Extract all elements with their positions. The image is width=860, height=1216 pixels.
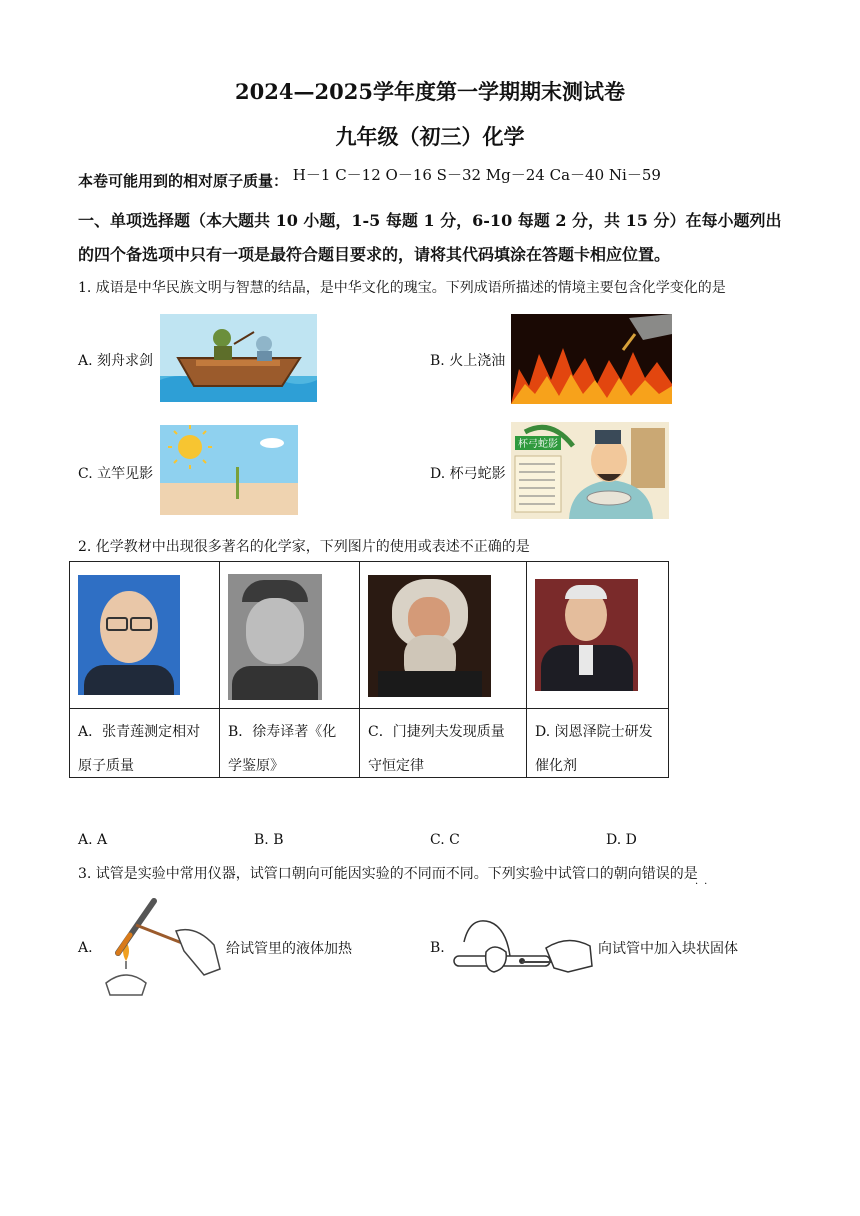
exam-title: 2024—2025学年度第一学期期末测试卷: [235, 79, 625, 104]
q2-choice-d: D. D: [606, 832, 637, 848]
caption-a-line2: 原子质量: [78, 758, 134, 774]
portrait-cell-d: [527, 562, 669, 709]
caption-b-line1: B．徐寿译著《化: [228, 724, 337, 740]
section-heading-line2: 的四个备选项中只有一项是最符合题目要求的，请将其代码填涂在答题卡相应位置。: [78, 245, 671, 264]
portrait-cell-b: [220, 562, 360, 709]
caption-cell-b: [220, 709, 360, 778]
chemist-table: [69, 561, 669, 778]
q3-option-b-desc: 向试管中加入块状固体: [598, 941, 738, 957]
question-1-stem: 1. 成语是中华民族文明与智慧的结晶，是中华文化的瑰宝。下列成语所描述的情境主要包含化学变化的是: [78, 280, 726, 296]
boat-scene-image: [160, 314, 317, 402]
portrait-mendeleev: [368, 575, 491, 697]
caption-c-line2: 守恒定律: [368, 758, 424, 774]
caption-b-line2: 学鉴原》: [228, 758, 284, 774]
q1-option-c-label: C. 立竿见影: [78, 466, 154, 482]
question-2-stem: 2. 化学教材中出现很多著名的化学家，下列图片的使用或表述不正确的是: [78, 539, 530, 555]
heating-liquid-image: [96, 895, 222, 997]
atomic-mass-label: 本卷可能用到的相对原子质量：: [78, 172, 289, 190]
caption-cell-a: [70, 709, 220, 778]
exam-subtitle: 九年级（初三）化学: [335, 124, 525, 149]
q2-choice-c: C. C: [430, 832, 460, 848]
caption-d-line1: D. 闵恩泽院士研发: [535, 724, 653, 740]
caption-cell-d: [527, 709, 669, 778]
q3-option-a-letter: A.: [78, 940, 93, 956]
portrait-min-enze: [535, 579, 638, 691]
portrait-xu-shou: [228, 574, 322, 700]
question-3-stem: 3. 试管是实验中常用仪器，试管口朝向可能因实验的不同而不同。下列实验中试管口的朝向错误的是: [78, 866, 698, 882]
fire-oil-image: [511, 314, 672, 404]
q1-option-b-label: B. 火上浇油: [430, 353, 506, 369]
portrait-cell-a: [70, 562, 220, 709]
caption-a-line1: A．张青莲测定相对: [78, 724, 201, 740]
q3-option-b-letter: B.: [430, 940, 445, 956]
portrait-cell-c: [360, 562, 527, 709]
q2-choice-a: A. A: [78, 832, 108, 848]
atomic-mass-line: [78, 166, 661, 191]
atomic-mass-values: H－1 C－12 O－16 S－32 Mg－24 Ca－40 Ni－59: [292, 166, 661, 184]
emphasis-dots: ··: [695, 879, 714, 890]
caption-c-line1: C．门捷列夫发现质量: [368, 724, 505, 740]
adding-solid-image: [450, 912, 596, 980]
q2-choice-b: B. B: [254, 832, 284, 848]
caption-cell-c: [360, 709, 527, 778]
q1-option-d-label: D. 杯弓蛇影: [430, 466, 506, 482]
bow-snake-image: [511, 422, 669, 519]
caption-d-line2: 催化剂: [535, 758, 577, 774]
q3-option-a-desc: 给试管里的液体加热: [226, 941, 352, 957]
pole-shadow-image: [160, 425, 298, 515]
bow-snake-image-caption: 杯弓蛇影: [518, 439, 558, 450]
section-heading-line1: 一、单项选择题（本大题共 10 小题，1-5 每题 1 分，6-10 每题 2 分，共 15 分）在每小题列出: [78, 211, 782, 230]
portrait-zhang-qinglian: [78, 575, 180, 695]
q1-option-a-label: A. 刻舟求剑: [78, 353, 154, 369]
